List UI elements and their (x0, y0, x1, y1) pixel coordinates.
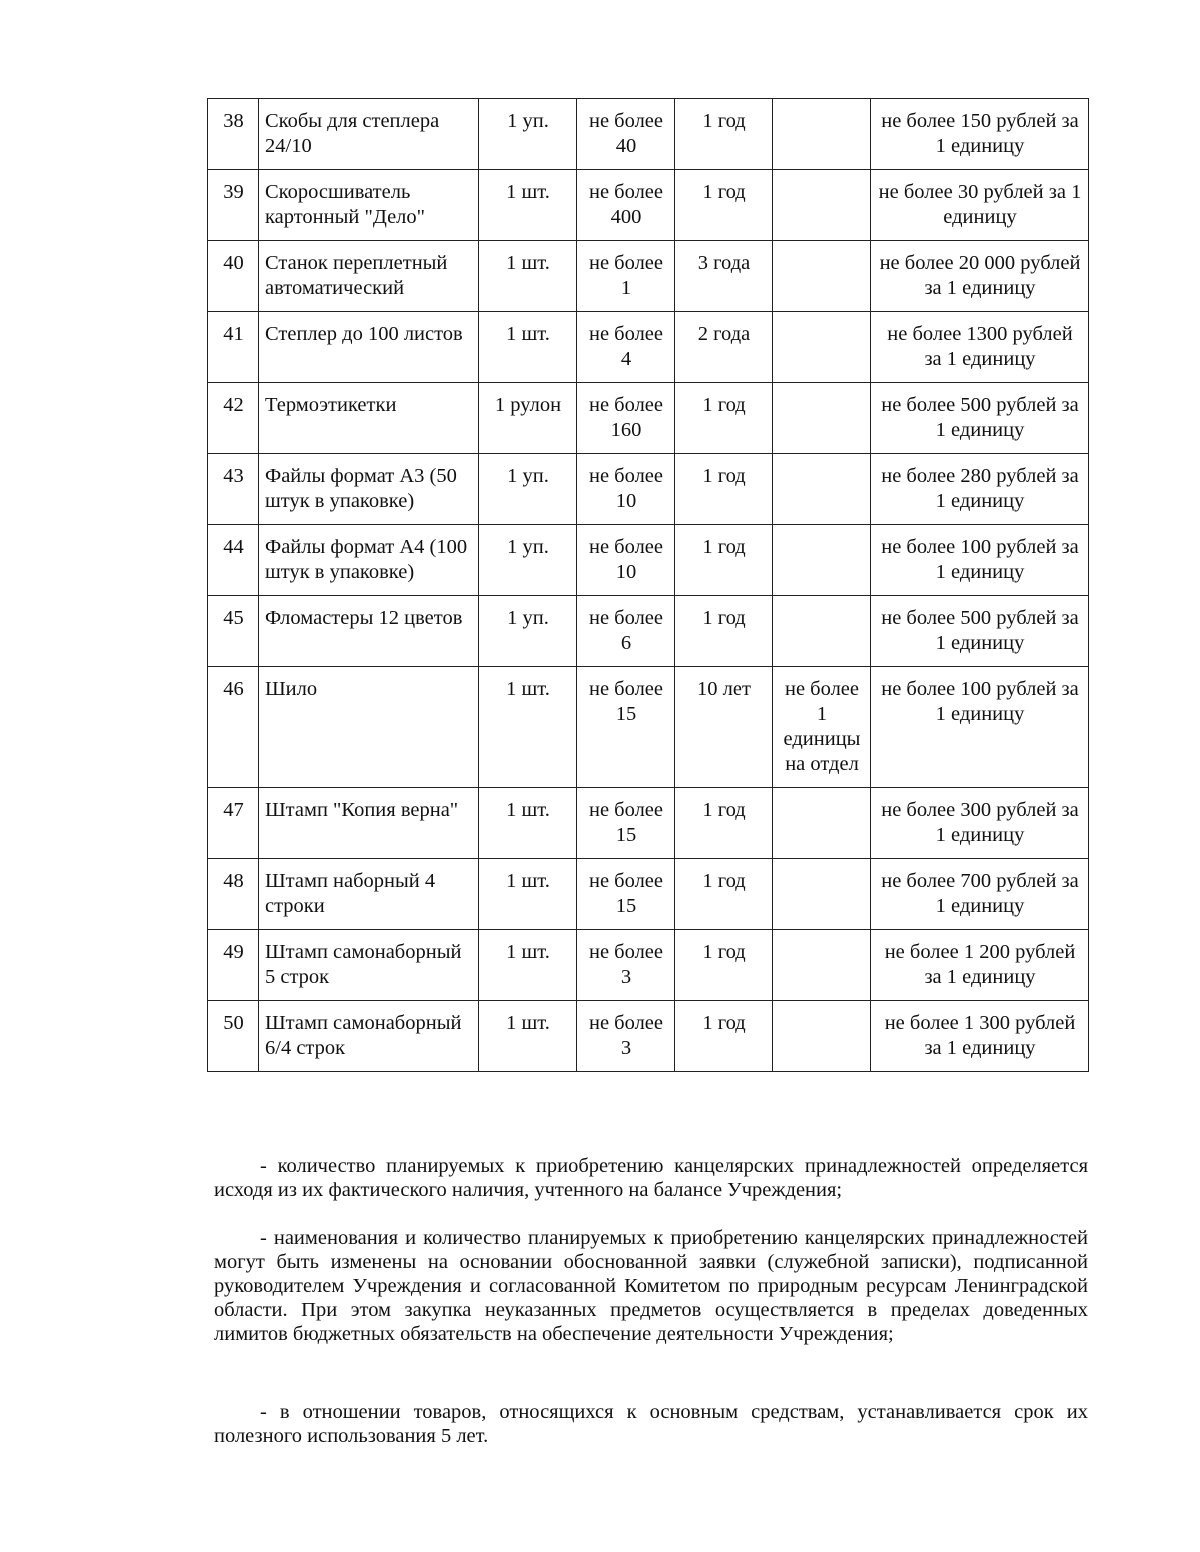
service-life-cell: 3 года (675, 241, 773, 312)
service-life-cell: 1 год (675, 596, 773, 667)
item-name-cell: Скоросшиватель картонный "Дело" (259, 170, 479, 241)
extra-note-cell (773, 454, 871, 525)
item-name-cell: Штамп самонаборный 5 строк (259, 930, 479, 1001)
service-life-cell: 1 год (675, 99, 773, 170)
row-number-cell: 48 (208, 859, 259, 930)
row-number-cell: 46 (208, 667, 259, 788)
unit-cell: 1 уп. (479, 525, 577, 596)
unit-cell: 1 уп. (479, 454, 577, 525)
item-name-cell: Степлер до 100 листов (259, 312, 479, 383)
service-life-cell: 1 год (675, 454, 773, 525)
paragraph-text: - в отношении товаров, относящихся к основным средствам, устанавливается срок их полезного использования 5 лет. (214, 1401, 1088, 1447)
item-name-cell: Фломастеры 12 цветов (259, 596, 479, 667)
service-life-cell: 10 лет (675, 667, 773, 788)
table-row (208, 788, 1089, 859)
row-number-cell: 41 (208, 312, 259, 383)
service-life-cell: 1 год (675, 788, 773, 859)
service-life-cell: 1 год (675, 170, 773, 241)
table-row (208, 312, 1089, 383)
quantity-cell: не более 3 (577, 1001, 675, 1072)
quantity-cell: не более 160 (577, 383, 675, 454)
table-row (208, 859, 1089, 930)
price-cell: не более 700 рублей за 1 единицу (871, 859, 1089, 930)
service-life-cell: 1 год (675, 383, 773, 454)
extra-note-cell (773, 859, 871, 930)
unit-cell: 1 шт. (479, 859, 577, 930)
table-row (208, 525, 1089, 596)
unit-cell: 1 шт. (479, 170, 577, 241)
table-row (208, 241, 1089, 312)
extra-note-cell (773, 241, 871, 312)
extra-note-cell (773, 596, 871, 667)
row-number-cell: 47 (208, 788, 259, 859)
price-cell: не более 500 рублей за 1 единицу (871, 596, 1089, 667)
price-cell: не более 100 рублей за 1 единицу (871, 525, 1089, 596)
unit-cell: 1 уп. (479, 99, 577, 170)
table-body (208, 99, 1089, 1072)
row-number-cell: 39 (208, 170, 259, 241)
row-number-cell: 45 (208, 596, 259, 667)
quantity-cell: не более 15 (577, 667, 675, 788)
paragraph-quantity-note (214, 1154, 1088, 1202)
supplies-table (207, 98, 1089, 1072)
row-number-cell: 43 (208, 454, 259, 525)
table-row (208, 99, 1089, 170)
price-cell: не более 500 рублей за 1 единицу (871, 383, 1089, 454)
quantity-cell: не более 10 (577, 525, 675, 596)
paragraph-text: - наименования и количество планируемых к приобретению канцелярских принадлежностей могут быть изменены на основании обоснованной заявки (служебной записки), подписанной руководителем Учреждения и согласованной Комитетом по природным ресурсам Ленинградской области. При этом закупка неуказанных предметов осуществляется в пределах доведенных лимитов бюджетных обязательств на обеспечение деятельности Учреждения; (214, 1227, 1088, 1345)
item-name-cell: Термоэтикетки (259, 383, 479, 454)
table-row (208, 930, 1089, 1001)
unit-cell: 1 рулон (479, 383, 577, 454)
extra-note-cell (773, 312, 871, 383)
price-cell: не более 280 рублей за 1 единицу (871, 454, 1089, 525)
price-cell: не более 20 000 рублей за 1 единицу (871, 241, 1089, 312)
item-name-cell: Штамп самонаборный 6/4 строк (259, 1001, 479, 1072)
unit-cell: 1 уп. (479, 596, 577, 667)
quantity-cell: не более 15 (577, 788, 675, 859)
item-name-cell: Штамп наборный 4 строки (259, 859, 479, 930)
quantity-cell: не более 40 (577, 99, 675, 170)
item-name-cell: Штамп "Копия верна" (259, 788, 479, 859)
paragraph-changes-note (214, 1226, 1088, 1346)
service-life-cell: 1 год (675, 525, 773, 596)
extra-note-cell (773, 788, 871, 859)
price-cell: не более 30 рублей за 1 единицу (871, 170, 1089, 241)
quantity-cell: не более 4 (577, 312, 675, 383)
row-number-cell: 50 (208, 1001, 259, 1072)
table-row (208, 596, 1089, 667)
table-row (208, 667, 1089, 788)
table-row (208, 1001, 1089, 1072)
item-name-cell: Шило (259, 667, 479, 788)
unit-cell: 1 шт. (479, 1001, 577, 1072)
extra-note-cell (773, 1001, 871, 1072)
price-cell: не более 150 рублей за 1 единицу (871, 99, 1089, 170)
extra-note-cell (773, 383, 871, 454)
quantity-cell: не более 15 (577, 859, 675, 930)
row-number-cell: 49 (208, 930, 259, 1001)
row-number-cell: 38 (208, 99, 259, 170)
paragraph-text: - количество планируемых к приобретению канцелярских принадлежностей определяется исходя из их фактического наличия, учтенного на балансе Учреждения; (214, 1155, 1088, 1201)
row-number-cell: 40 (208, 241, 259, 312)
price-cell: не более 300 рублей за 1 единицу (871, 788, 1089, 859)
extra-note-cell (773, 930, 871, 1001)
price-cell: не более 1 300 рублей за 1 единицу (871, 1001, 1089, 1072)
service-life-cell: 1 год (675, 859, 773, 930)
service-life-cell: 1 год (675, 930, 773, 1001)
extra-note-cell: не более 1 единицы на отдел (773, 667, 871, 788)
unit-cell: 1 шт. (479, 241, 577, 312)
row-number-cell: 44 (208, 525, 259, 596)
price-cell: не более 1300 рублей за 1 единицу (871, 312, 1089, 383)
item-name-cell: Файлы формат А3 (50 штук в упаковке) (259, 454, 479, 525)
unit-cell: 1 шт. (479, 788, 577, 859)
table-row (208, 383, 1089, 454)
paragraph-fixed-assets-note (214, 1400, 1088, 1448)
service-life-cell: 2 года (675, 312, 773, 383)
item-name-cell: Станок переплетный автоматический (259, 241, 479, 312)
extra-note-cell (773, 170, 871, 241)
unit-cell: 1 шт. (479, 312, 577, 383)
price-cell: не более 1 200 рублей за 1 единицу (871, 930, 1089, 1001)
quantity-cell: не более 6 (577, 596, 675, 667)
extra-note-cell (773, 99, 871, 170)
unit-cell: 1 шт. (479, 667, 577, 788)
row-number-cell: 42 (208, 383, 259, 454)
service-life-cell: 1 год (675, 1001, 773, 1072)
quantity-cell: не более 10 (577, 454, 675, 525)
quantity-cell: не более 400 (577, 170, 675, 241)
item-name-cell: Файлы формат А4 (100 штук в упаковке) (259, 525, 479, 596)
item-name-cell: Скобы для степлера 24/10 (259, 99, 479, 170)
extra-note-cell (773, 525, 871, 596)
quantity-cell: не более 1 (577, 241, 675, 312)
table-row (208, 454, 1089, 525)
unit-cell: 1 шт. (479, 930, 577, 1001)
table-row (208, 170, 1089, 241)
quantity-cell: не более 3 (577, 930, 675, 1001)
price-cell: не более 100 рублей за 1 единицу (871, 667, 1089, 788)
